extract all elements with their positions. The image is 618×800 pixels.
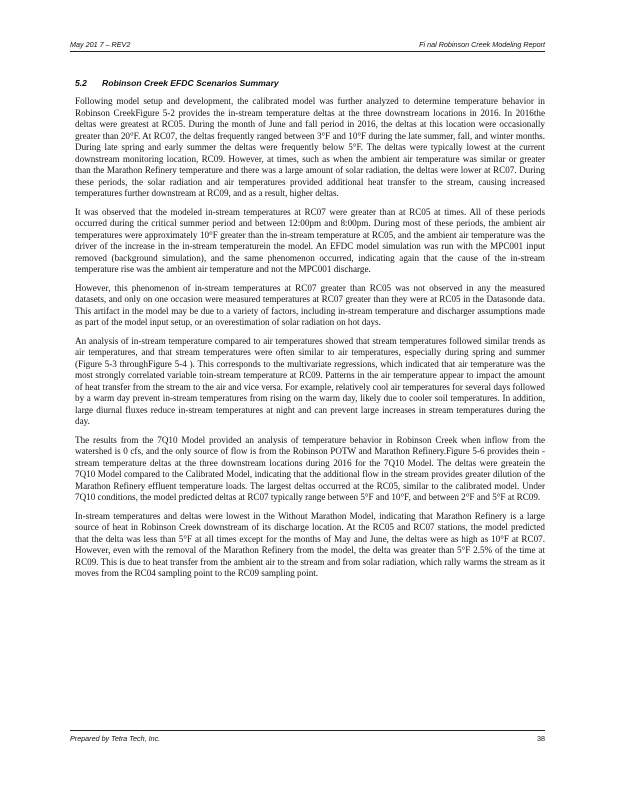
paragraph-6: In-stream temperatures and deltas were lowest in the Without Marathon Model, indicating that Marathon Refinery is a large source of heat in Robinson Creek downstream of its discharge location. At the RC05 and RC07 stations, the model predicted that the delta was less than 5°F at all times except for the months of May and June, the deltas were as high as 10°F at RC07. However, even with the removal of the Marathon Refinery from the model, the delta was greater than 5°F 2.5% of the time at RC09. This is due to heat transfer from the ambient air to the stream and from solar radiation, which rally warms the stream as it moves from the RC04 sampling point to the RC09 sampling point. xyxy=(75,510,545,578)
section-number: 5.2 xyxy=(75,78,87,88)
header-date-revision: May 201 7 – REV2 xyxy=(70,40,131,49)
page-number: 38 xyxy=(537,734,545,743)
paragraph-3: However, this phenomenon of in-stream temperatures at RC07 greater than RC05 was not observed in any the measured datasets, and only on one occasion were measured temperatures at RC07 greater than they were at RC05 in the Datasonde data. This artifact in the model may be due to a variety of factors, including in-stream temperature and discharger assumptions made as part of the model input setup, or an overestimation of solar radiation on hot days. xyxy=(75,282,545,327)
body-text xyxy=(75,96,545,587)
header-report-title: Fi nal Robinson Creek Modeling Report xyxy=(419,40,545,49)
paragraph-4: An analysis of in-stream temperature compared to air temperatures showed that stream temperatures followed similar trends as air temperatures, and that stream temperatures were often similar to air temperatures, especially during spring and summer (Figure 5-3 throughFigure 5-4 ). This corresponds to the multivariate regressions, which indicated that air temperature was the most strongly correlated variable toin-stream temperature at RC09. Patterns in the air temperature appear to impact the amount of heat transfer from the stream to the air and vice versa. For example, relatively cool air temperatures for several days followed by a warm day prevent in-stream temperatures from rising on the warm day, likely due to cooler soil temperatures. In addition, large diurnal fluxes reduce in-stream temperatures at night and can prevent large increases in stream temperatures during the day. xyxy=(75,335,545,426)
paragraph-5: The results from the 7Q10 Model provided an analysis of temperature behavior in Robinson Creek when inflow from the watershed is 0 cfs, and the only source of flow is from the Robinson POTW and Marathon Refinery.Figure 5-6 provides thein -stream temperature deltas at the three downstream locations during 2016 for the 7Q10 Model. The deltas were greatein the 7Q10 Model compared to the Calibrated Model, indicating that the additional flow in the stream provides greater dilution of the Marathon Refinery effluent temperature loads. The largest deltas occurred at the RC05, similar to the calibrated model. Under 7Q10 conditions, the model predicted deltas at RC07 typically range between 5°F and 10°F, and between 2°F and 5°F at RC09. xyxy=(75,434,545,502)
footer-divider xyxy=(70,730,545,731)
footer-preparer: Prepared by Tetra Tech, Inc. xyxy=(70,734,161,743)
paragraph-1: Following model setup and development, the calibrated model was further analyzed to determine temperature behavior in Robinson CreekFigure 5-2 provides the in-stream temperature deltas at the three downstream locations in 2016. In 2016the deltas were greatest at RC05. During the month of June and fall period in 2016, the deltas at this location were occasionally greater than 20°F. At RC07, the deltas frequently ranged between 3°F and 10°F during the late summer, fall, and winter months. During late spring and early summer the deltas were frequently below 5°F. The deltas were typically lowest at the current downstream monitoring location, RC09. However, at times, such as when the ambient air temperature was similar or greater than the Marathon Refinery temperature and there was a large amount of solar radiation, the deltas were lower at RC07. During these periods, the solar radiation and air temperatures provided additional heat transfer to the stream, causing increased temperatures further downstream at RC09, and as a result, higher deltas. xyxy=(75,96,545,198)
header-divider xyxy=(70,51,545,52)
section-title: Robinson Creek EFDC Scenarios Summary xyxy=(102,78,279,88)
section-heading xyxy=(75,78,279,88)
paragraph-2: It was observed that the modeled in-stream temperatures at RC07 were greater than at RC05 at times. All of these periods occurred during the critical summer period and between 12:00pm and 8:00pm. During most of these periods, the ambient air temperatures were approximately 10°F greater than the in-stream temperature at RC05, and the ambient air temperature was the driver of the increase in the in-stream temperaturein the model. An EFDC model simulation was run with the MPC001 input removed (background simulation), and the same phenomenon occurred, indicating again that the cause of the in-stream temperature rise was the ambient air temperature and not the MPC001 discharge. xyxy=(75,206,545,274)
page-footer xyxy=(70,734,545,746)
